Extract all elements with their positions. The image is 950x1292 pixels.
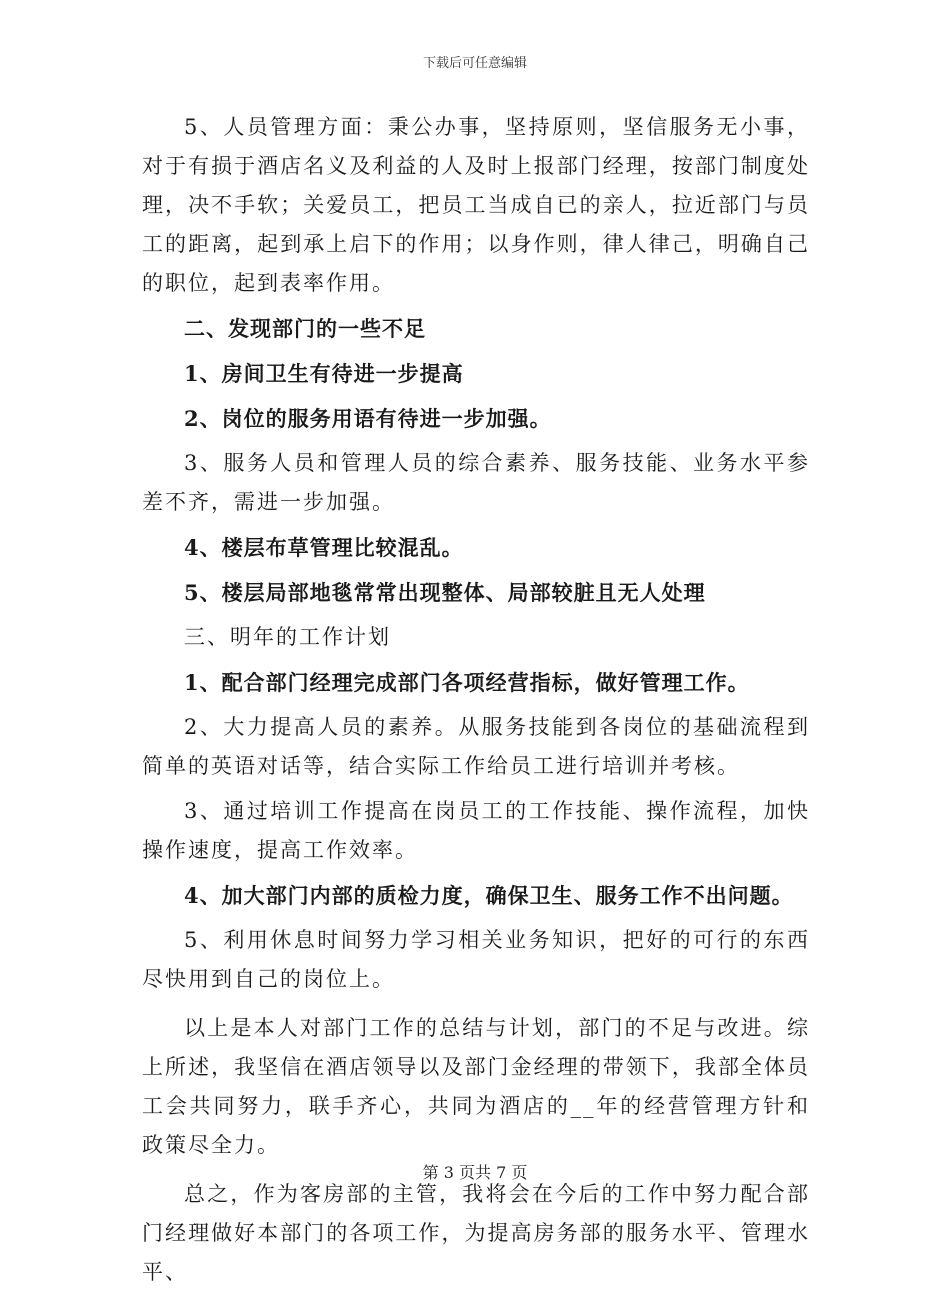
paragraph-staff-management: 5、人员管理方面：秉公办事，坚持原则，坚信服务无小事，对于有损于酒店名义及利益的人及时上报部门经理，按部门制度处理，决不手软；关爱员工，把员工当成自已的亲人，拉近部门与员工的距离，起到承上启下的作用；以身作则，律人律己，明确自己的职位，起到表率作用。 bbox=[142, 115, 810, 295]
page-number-footer: 第 3 页共 7 页 bbox=[422, 1163, 528, 1182]
list-item-plan-1: 1、配合部门经理完成部门各项经营指标，做好管理工作。 bbox=[184, 670, 750, 695]
list-item-shortcoming-2: 2、岗位的服务用语有待进一步加强。 bbox=[184, 406, 552, 431]
document-body bbox=[142, 108, 810, 1292]
list-item-shortcoming-3: 3、服务人员和管理人员的综合素养、服务技能、业务水平参差不齐，需进一步加强。 bbox=[142, 451, 810, 514]
page-header: 下载后可任意编辑 bbox=[422, 56, 527, 71]
list-item-plan-5: 5、利用休息时间努力学习相关业务知识，把好的可行的东西尽快用到自己的岗位上。 bbox=[142, 928, 810, 991]
list-item-plan-3: 3、通过培训工作提高在岗员工的工作技能、操作流程，加快操作速度，提高工作效率。 bbox=[142, 799, 810, 862]
paragraph-conclusion: 总之，作为客房部的主管，我将会在今后的工作中努力配合部门经理做好本部门的各项工作，为提高房务部的服务水平、管理水平、 bbox=[142, 1182, 810, 1284]
heading-next-year-plan: 三、明年的工作计划 bbox=[184, 625, 391, 649]
heading-shortcomings: 二、发现部门的一些不足 bbox=[184, 316, 426, 341]
list-item-shortcoming-4: 4、楼层布草管理比较混乱。 bbox=[184, 535, 464, 560]
paragraph-summary: 以上是本人对部门工作的总结与计划，部门的不足与改进。综上所述，我坚信在酒店领导以及部门金经理的带领下，我部全体员工会共同努力，联手齐心，共同为酒店的__年的经营管理方针和政策尽全力。 bbox=[142, 1016, 810, 1157]
list-item-shortcoming-5: 5、楼层局部地毯常常出现整体、局部较脏且无人处理 bbox=[184, 580, 706, 605]
list-item-shortcoming-1: 1、房间卫生有待进一步提高 bbox=[184, 361, 464, 386]
list-item-plan-4: 4、加大部门内部的质检力度，确保卫生、服务工作不出问题。 bbox=[184, 883, 794, 908]
list-item-plan-2: 2、大力提高人员的素养。从服务技能到各岗位的基础流程到简单的英语对话等，结合实际工作给员工进行培训并考核。 bbox=[142, 715, 810, 778]
